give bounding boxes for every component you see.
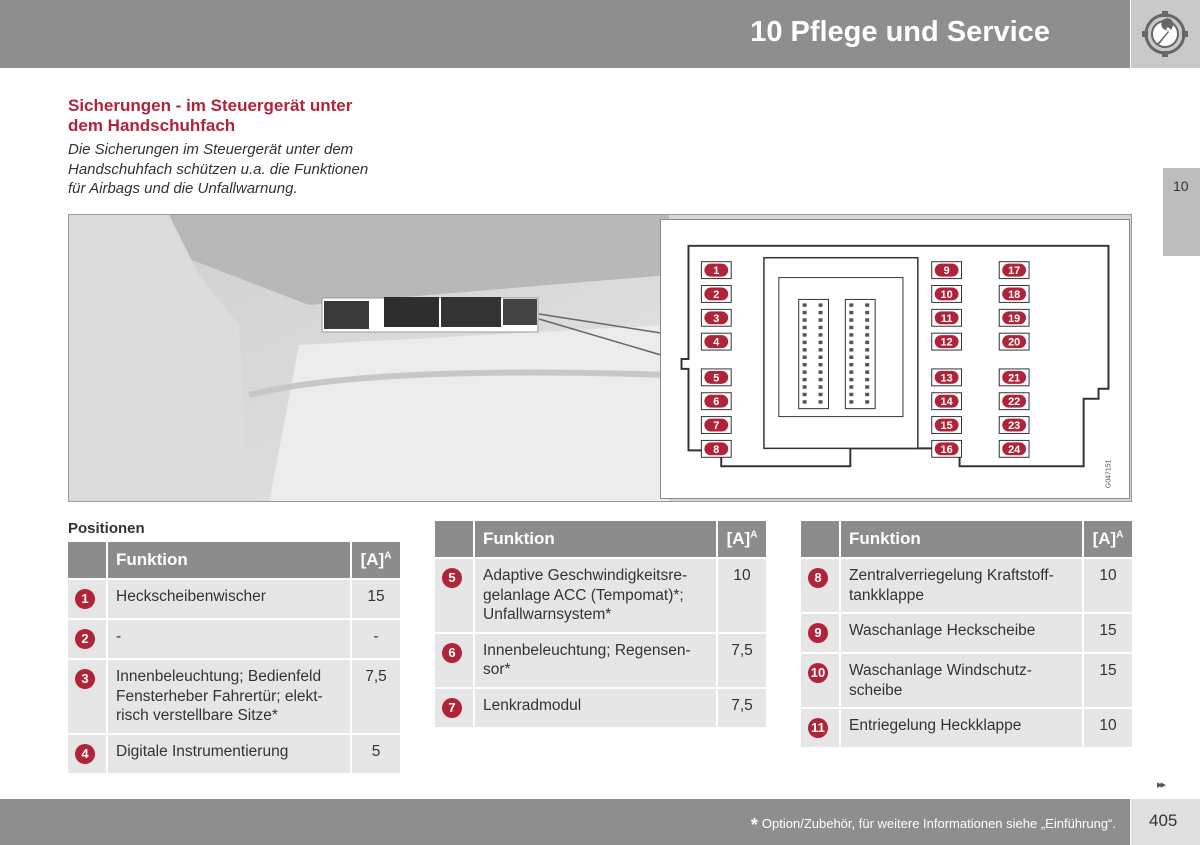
connector-pin <box>865 311 869 314</box>
fuse-slot <box>932 393 962 410</box>
connector-pin <box>803 303 807 306</box>
connector-pin <box>849 363 853 366</box>
connector-pin <box>819 348 823 351</box>
fuse-function-line: Waschanlage Heckscheibe <box>849 622 1036 639</box>
intro-line: Handschuhfach schützen u.a. die Funktionen <box>68 160 369 178</box>
positions-label: Positionen <box>68 520 145 537</box>
page-footer <box>0 799 1130 845</box>
connector-pin <box>865 341 869 344</box>
fuse-number-badge: 11 <box>808 718 828 738</box>
table-row <box>68 580 400 618</box>
connector-pin <box>849 385 853 388</box>
connector-pin <box>865 393 869 396</box>
fuse-number-label: 17 <box>1008 265 1021 278</box>
fuse-function-cell <box>839 709 1082 747</box>
fuse-function-line: sor* <box>483 661 511 678</box>
connector-pin <box>865 400 869 403</box>
fuse-ampere-cell: 15 <box>350 580 400 618</box>
fuse-function-cell <box>473 689 716 727</box>
fuse-slot <box>701 286 731 303</box>
connector-pin <box>849 303 853 306</box>
fuse-number-label: 6 <box>713 396 720 409</box>
connector-pin <box>819 311 823 314</box>
fuse-function-line: Zentralverriegelung Kraftstoff- <box>849 567 1054 584</box>
fuse-number-cell <box>801 709 839 747</box>
connector-pin <box>849 311 853 314</box>
header-number-cell <box>801 521 839 557</box>
fuse-slot <box>932 417 962 434</box>
fuse-number-badge: 9 <box>808 623 828 643</box>
table-row <box>801 709 1132 747</box>
fuse-function-line: Unfallwarnsystem* <box>483 606 612 623</box>
fuse-number-badge: 4 <box>75 744 95 764</box>
fuse-number-cell <box>435 559 473 632</box>
fuse-function-cell <box>106 660 350 733</box>
connector-pin <box>849 326 853 329</box>
connector-pin <box>803 326 807 329</box>
connector-pin <box>819 385 823 388</box>
connector-pin <box>865 356 869 359</box>
fuse-ampere-cell: 10 <box>1082 559 1132 612</box>
connector-pin <box>865 378 869 381</box>
fuse-number-badge: 5 <box>442 568 462 588</box>
connector-pin <box>819 326 823 329</box>
connector-pin <box>865 333 869 336</box>
connector-pin <box>849 341 853 344</box>
header-ampere <box>716 521 766 557</box>
connector-pin <box>819 303 823 306</box>
fuse-slot <box>701 262 731 279</box>
fuse-number-label: 5 <box>713 372 720 385</box>
fuse-number-cell <box>68 620 106 658</box>
connector-pin <box>865 326 869 329</box>
fuse-table-2 <box>435 519 766 729</box>
table-header-row <box>68 542 400 578</box>
fuse-function-line: Digitale Instrumentierung <box>116 742 289 760</box>
fuse-slot <box>999 333 1029 350</box>
fuse-number-badge: 1 <box>75 589 95 609</box>
fuse-number-badge: 3 <box>75 669 95 689</box>
fuse-function-line: Waschanlage Windschutz- <box>849 662 1032 679</box>
fuse-number-label: 16 <box>940 443 953 456</box>
fuse-function-line: Fensterheber Fahrertür; elekt- <box>116 687 323 705</box>
fuse-slot <box>932 440 962 457</box>
fuse-number-cell <box>68 660 106 733</box>
fuse-box-figure <box>68 214 1132 502</box>
fuse-slot <box>999 417 1029 434</box>
fuse-function-line: Entriegelung Heckklappe <box>849 717 1022 734</box>
connector-pin <box>819 356 823 359</box>
fuse-function-cell <box>839 654 1082 707</box>
header-number-cell <box>68 542 106 578</box>
fuse-number-cell <box>435 634 473 687</box>
fuse-number-cell <box>801 559 839 612</box>
connector-pin <box>865 303 869 306</box>
fuse-number-cell <box>68 580 106 618</box>
fuse-function-cell <box>106 735 350 773</box>
connector-pin <box>849 370 853 373</box>
fuse-slot <box>932 333 962 350</box>
fuse-slot <box>999 440 1029 457</box>
connector-pin <box>819 378 823 381</box>
fuse-function-cell <box>106 580 350 618</box>
fuse-number-label: 10 <box>940 288 953 301</box>
fuse-number-badge: 6 <box>442 643 462 663</box>
fuse-function-line: Lenkradmodul <box>483 696 582 714</box>
wrench-gear-icon <box>1131 0 1200 68</box>
connector-pin <box>803 363 807 366</box>
footnote <box>751 815 1116 836</box>
chapter-title: 10 Pflege und Service <box>750 16 1050 48</box>
fuse-ampere-cell: 5 <box>350 735 400 773</box>
connector-pin <box>803 348 807 351</box>
fuse-number-label: 23 <box>1008 419 1021 432</box>
fuse-number-cell <box>435 689 473 727</box>
fuse-function-line: gelanlage ACC (Tempomat)*; <box>483 586 684 604</box>
connector-pin <box>849 378 853 381</box>
fuse-number-label: 7 <box>713 419 720 432</box>
connector-pin <box>803 356 807 359</box>
fuse-function-line: Adaptive Geschwindigkeitsre- <box>483 567 688 584</box>
fuse-function-cell <box>839 559 1082 612</box>
fuse-number-label: 12 <box>940 336 953 349</box>
ampere-superscript: A <box>750 529 758 541</box>
fuse-number-label: 3 <box>713 312 720 325</box>
fuse-number-badge: 10 <box>808 663 828 683</box>
fuse-function-line: scheibe <box>849 681 903 699</box>
connector-pin <box>803 378 807 381</box>
header-funktion: Funktion <box>839 521 1082 557</box>
fuse-number-badge: 8 <box>808 568 828 588</box>
fuse-slot <box>701 417 731 434</box>
fuse-slot <box>932 262 962 279</box>
intro-line: für Airbags und die Unfallwarnung. <box>68 180 298 197</box>
table-row <box>435 634 766 687</box>
fuse-number-label: 2 <box>713 288 720 301</box>
header-ampere <box>350 542 400 578</box>
footnote-star: * <box>750 815 758 835</box>
fuse-slot <box>932 309 962 326</box>
fuse-number-label: 22 <box>1008 396 1021 409</box>
connector-pin <box>803 400 807 403</box>
connector-pin <box>803 311 807 314</box>
ampere-label: [A] <box>726 529 751 548</box>
fuse-number-label: 19 <box>1008 312 1021 325</box>
connector-pin <box>803 333 807 336</box>
connector-pin <box>819 363 823 366</box>
connector-pin <box>819 400 823 403</box>
table-row <box>68 660 400 733</box>
fuse-ampere-cell: 10 <box>1082 709 1132 747</box>
fuse-function-cell <box>839 614 1082 652</box>
connector-pin <box>819 333 823 336</box>
section-title-line: Sicherungen - im Steuergerät unter <box>68 96 353 115</box>
page-number: 405 <box>1149 811 1178 830</box>
fuse-number-label: 20 <box>1008 336 1021 349</box>
fuse-function-line: - <box>116 628 122 645</box>
footnote-text: Option/Zubehör, für weitere Informationen siehe „Einführung“. <box>761 816 1116 831</box>
fuse-ampere-cell: 7,5 <box>716 689 766 727</box>
section-title <box>68 96 408 136</box>
header-ampere <box>1082 521 1132 557</box>
table-row <box>801 559 1132 612</box>
connector-pin <box>865 363 869 366</box>
connector-pin <box>849 333 853 336</box>
fuse-function-cell <box>473 634 716 687</box>
fuse-slot <box>701 393 731 410</box>
intro-line: Die Sicherungen im Steuergerät unter dem <box>68 141 354 158</box>
fuse-number-label: 13 <box>940 372 953 385</box>
fuse-number-label: 1 <box>713 265 720 278</box>
fuse-slot <box>932 369 962 386</box>
connector-pin <box>865 348 869 351</box>
connector-pin <box>849 356 853 359</box>
ampere-superscript: A <box>384 550 392 562</box>
table-header-row <box>435 521 766 557</box>
fuse-number-label: 18 <box>1008 288 1021 301</box>
connector-pin <box>803 318 807 321</box>
table-header-row <box>801 521 1132 557</box>
fuse-function-cell <box>106 620 350 658</box>
header-funktion: Funktion <box>473 521 716 557</box>
connector-pin <box>849 318 853 321</box>
connector-pin <box>819 318 823 321</box>
table-row <box>68 735 400 773</box>
ampere-superscript: A <box>1116 529 1124 541</box>
fuse-slot <box>999 369 1029 386</box>
fuse-number-label: 9 <box>943 265 950 278</box>
fuse-ampere-cell: 10 <box>716 559 766 632</box>
connector-pin <box>819 370 823 373</box>
fuse-slot <box>701 369 731 386</box>
connector-pin <box>849 348 853 351</box>
table-row <box>435 559 766 632</box>
fuse-ampere-cell: 7,5 <box>716 634 766 687</box>
connector-pin <box>865 370 869 373</box>
fuse-slot <box>999 286 1029 303</box>
fuse-number-label: 21 <box>1008 372 1021 385</box>
fuse-number-label: 4 <box>713 336 720 349</box>
fuse-slot <box>701 440 731 457</box>
fuse-slot <box>999 393 1029 410</box>
connector-pin <box>803 393 807 396</box>
fuse-slot <box>701 333 731 350</box>
fuse-function-line: Heckscheibenwischer <box>116 588 266 605</box>
fuse-ampere-cell: 15 <box>1082 614 1132 652</box>
section-intro <box>68 140 408 199</box>
connector-pin <box>819 393 823 396</box>
connector-pin <box>803 385 807 388</box>
connector-pin <box>819 341 823 344</box>
fuse-function-line: Innenbeleuchtung; Bedienfeld <box>116 668 322 685</box>
table-row <box>801 654 1132 707</box>
fuse-table-3 <box>801 519 1132 749</box>
fuse-table-1 <box>68 540 400 775</box>
fuse-slot <box>932 286 962 303</box>
table-row <box>435 689 766 727</box>
ampere-label: [A] <box>360 550 385 569</box>
fuse-ampere-cell: 7,5 <box>350 660 400 733</box>
fuse-layout-diagram <box>660 219 1130 499</box>
glovebox-photo-illustration <box>69 215 669 502</box>
fuse-function-line: risch verstellbare Sitze* <box>116 707 278 724</box>
chapter-icon-box <box>1131 0 1200 68</box>
fuse-function-line: Innenbeleuchtung; Regensen- <box>483 641 691 659</box>
fuse-number-cell <box>801 654 839 707</box>
fuse-number-cell <box>801 614 839 652</box>
fuse-ampere-cell: - <box>350 620 400 658</box>
fuse-function-cell <box>473 559 716 632</box>
chapter-tab-label: 10 <box>1173 178 1189 194</box>
connector-pin <box>865 318 869 321</box>
fuse-number-label: 8 <box>713 443 720 456</box>
fuse-slot <box>999 262 1029 279</box>
fuse-number-cell <box>68 735 106 773</box>
section-title-line: dem Handschuhfach <box>68 116 236 135</box>
fuse-slot <box>701 309 731 326</box>
fuse-number-badge: 7 <box>442 698 462 718</box>
fuse-number-label: 11 <box>940 312 953 325</box>
fuse-ampere-cell: 15 <box>1082 654 1132 707</box>
fuse-number-badge: 2 <box>75 629 95 649</box>
table-row <box>68 620 400 658</box>
connector-pin <box>865 385 869 388</box>
continue-marker: ▸▸ <box>1157 779 1165 791</box>
header-number-cell <box>435 521 473 557</box>
connector-pin <box>803 370 807 373</box>
connector-pin <box>849 393 853 396</box>
figure-code: G047151 <box>1105 459 1113 489</box>
fuse-number-label: 14 <box>940 396 953 409</box>
page-header <box>0 0 1130 68</box>
fuse-function-line: tankklappe <box>849 586 924 604</box>
table-row <box>801 614 1132 652</box>
ampere-label: [A] <box>1092 529 1117 548</box>
page-number-box <box>1131 799 1200 845</box>
fuse-number-label: 24 <box>1008 443 1021 456</box>
chapter-tab[interactable] <box>1163 168 1200 256</box>
connector-pin <box>849 400 853 403</box>
connector-pin <box>803 341 807 344</box>
fuse-slot <box>999 309 1029 326</box>
header-funktion: Funktion <box>106 542 350 578</box>
fuse-number-label: 15 <box>940 419 953 432</box>
